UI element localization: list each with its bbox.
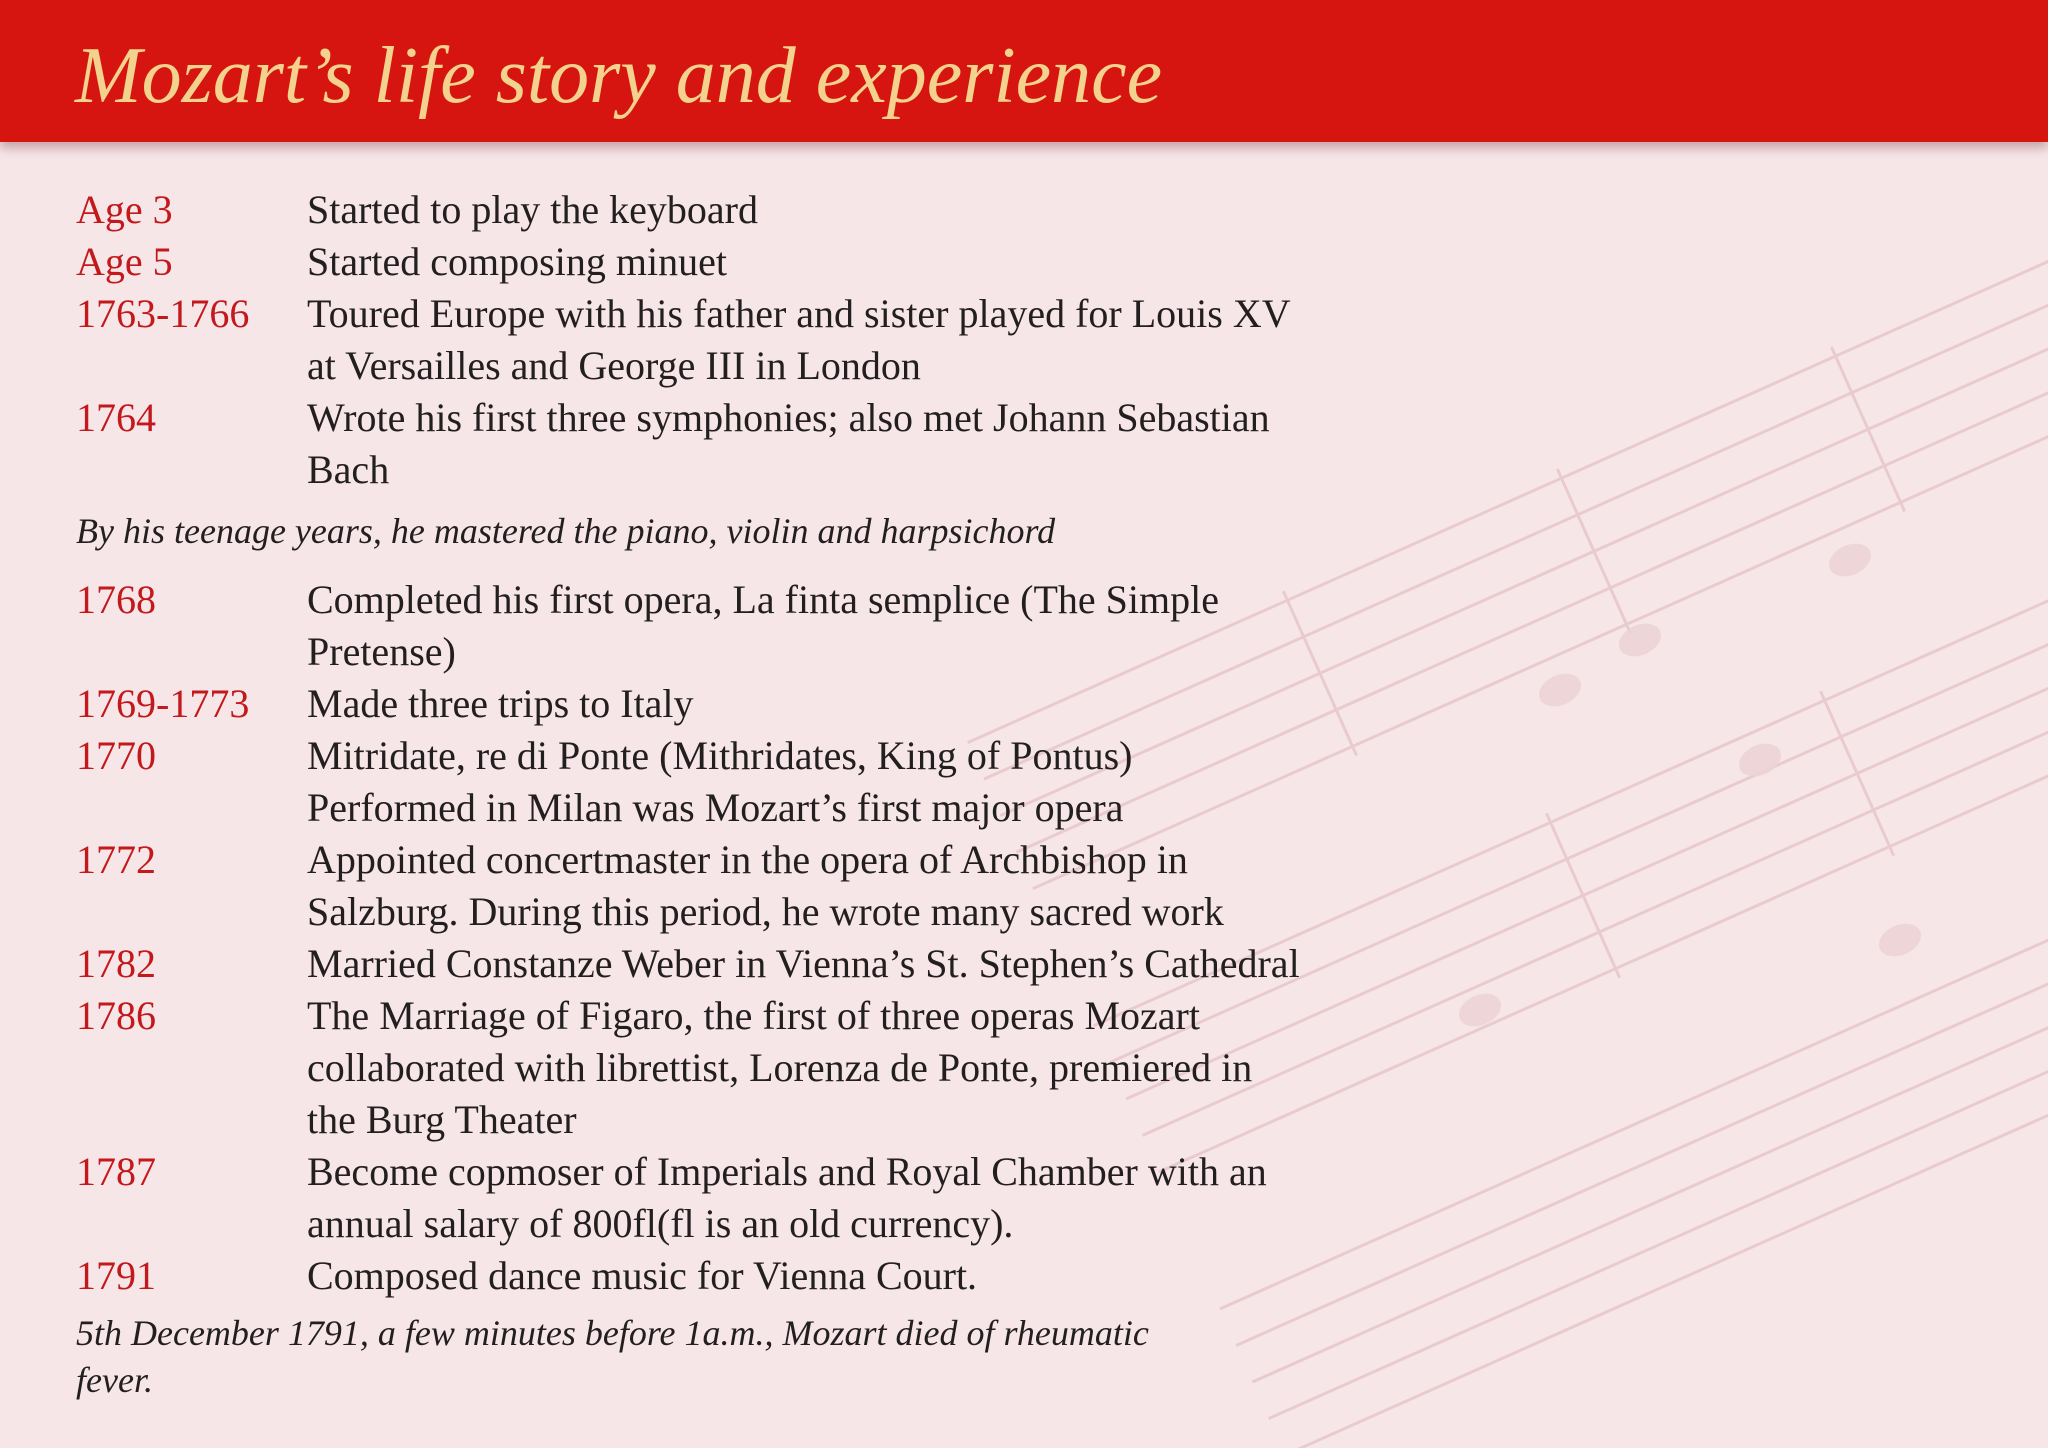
entry-description xyxy=(307,990,1477,1146)
entry-description xyxy=(307,730,1477,834)
entry-date: 1768 xyxy=(76,577,156,622)
entry-date: 1772 xyxy=(76,837,156,882)
description-line: Made three trips to Italy xyxy=(307,681,694,726)
title-banner xyxy=(0,0,2048,142)
description-line: Salzburg. During this period, he wrote many sacred work xyxy=(307,889,1224,934)
description-line: Appointed concertmaster in the opera of Archbishop in xyxy=(307,837,1188,882)
entry-date: 1787 xyxy=(76,1149,156,1194)
description-line: at Versailles and George III in London xyxy=(307,343,921,388)
description-line: The Marriage of Figaro, the first of three operas Mozart xyxy=(307,993,1200,1038)
description-line: collaborated with librettist, Lorenza de Ponte, premiered in xyxy=(307,1045,1253,1090)
description-line: Started composing minuet xyxy=(307,239,727,284)
entry-description xyxy=(307,938,1477,990)
entry-description xyxy=(307,392,1477,496)
entry-description xyxy=(307,236,1477,288)
description-line: annual salary of 800fl(fl is an old currency). xyxy=(307,1201,1014,1246)
description-line: Bach xyxy=(307,447,390,492)
entry-description xyxy=(307,834,1477,938)
entry-description xyxy=(307,288,1477,392)
description-line: Pretense) xyxy=(307,629,456,674)
entry-description xyxy=(307,1250,1477,1302)
description-line: Composed dance music for Vienna Court. xyxy=(307,1253,978,1298)
entry-date: 1763-1766 xyxy=(76,291,250,336)
entry-date: Age 3 xyxy=(76,187,173,232)
description-line: Married Constanze Weber in Vienna’s St. Stephen’s Cathedral xyxy=(307,941,1300,986)
teenage-note: By his teenage years, he mastered the piano, violin and harpsichord xyxy=(76,511,1056,551)
description-line: Wrote his first three symphonies; also met Johann Sebastian xyxy=(307,395,1270,440)
entry-date: 1786 xyxy=(76,993,156,1038)
entry-description xyxy=(307,574,1477,678)
entry-description xyxy=(307,678,1477,730)
description-line: Become copmoser of Imperials and Royal Chamber with an xyxy=(307,1149,1267,1194)
description-line: Toured Europe with his father and sister played for Louis XV xyxy=(307,291,1291,336)
death-note-line: fever. xyxy=(76,1360,153,1400)
death-note xyxy=(76,1310,1356,1404)
entry-date: 1791 xyxy=(76,1253,156,1298)
page-title: Mozart’s life story and experience xyxy=(75,32,1163,120)
entry-date: 1769-1773 xyxy=(76,681,250,726)
entry-date: 1782 xyxy=(76,941,156,986)
description-line: Performed in Milan was Mozart’s first major opera xyxy=(307,785,1124,830)
entry-date: Age 5 xyxy=(76,239,173,284)
entry-date: 1764 xyxy=(76,395,156,440)
description-line: the Burg Theater xyxy=(307,1097,577,1142)
entry-date: 1770 xyxy=(76,733,156,778)
description-line: Started to play the keyboard xyxy=(307,187,758,232)
entry-description xyxy=(307,1146,1477,1250)
entry-description xyxy=(307,184,1477,236)
description-line: Mitridate, re di Ponte (Mithridates, King of Pontus) xyxy=(307,733,1133,778)
description-line: Completed his first opera, La finta semplice (The Simple xyxy=(307,577,1219,622)
death-note-line: 5th December 1791, a few minutes before 1a.m., Mozart died of rheumatic xyxy=(76,1313,1149,1353)
